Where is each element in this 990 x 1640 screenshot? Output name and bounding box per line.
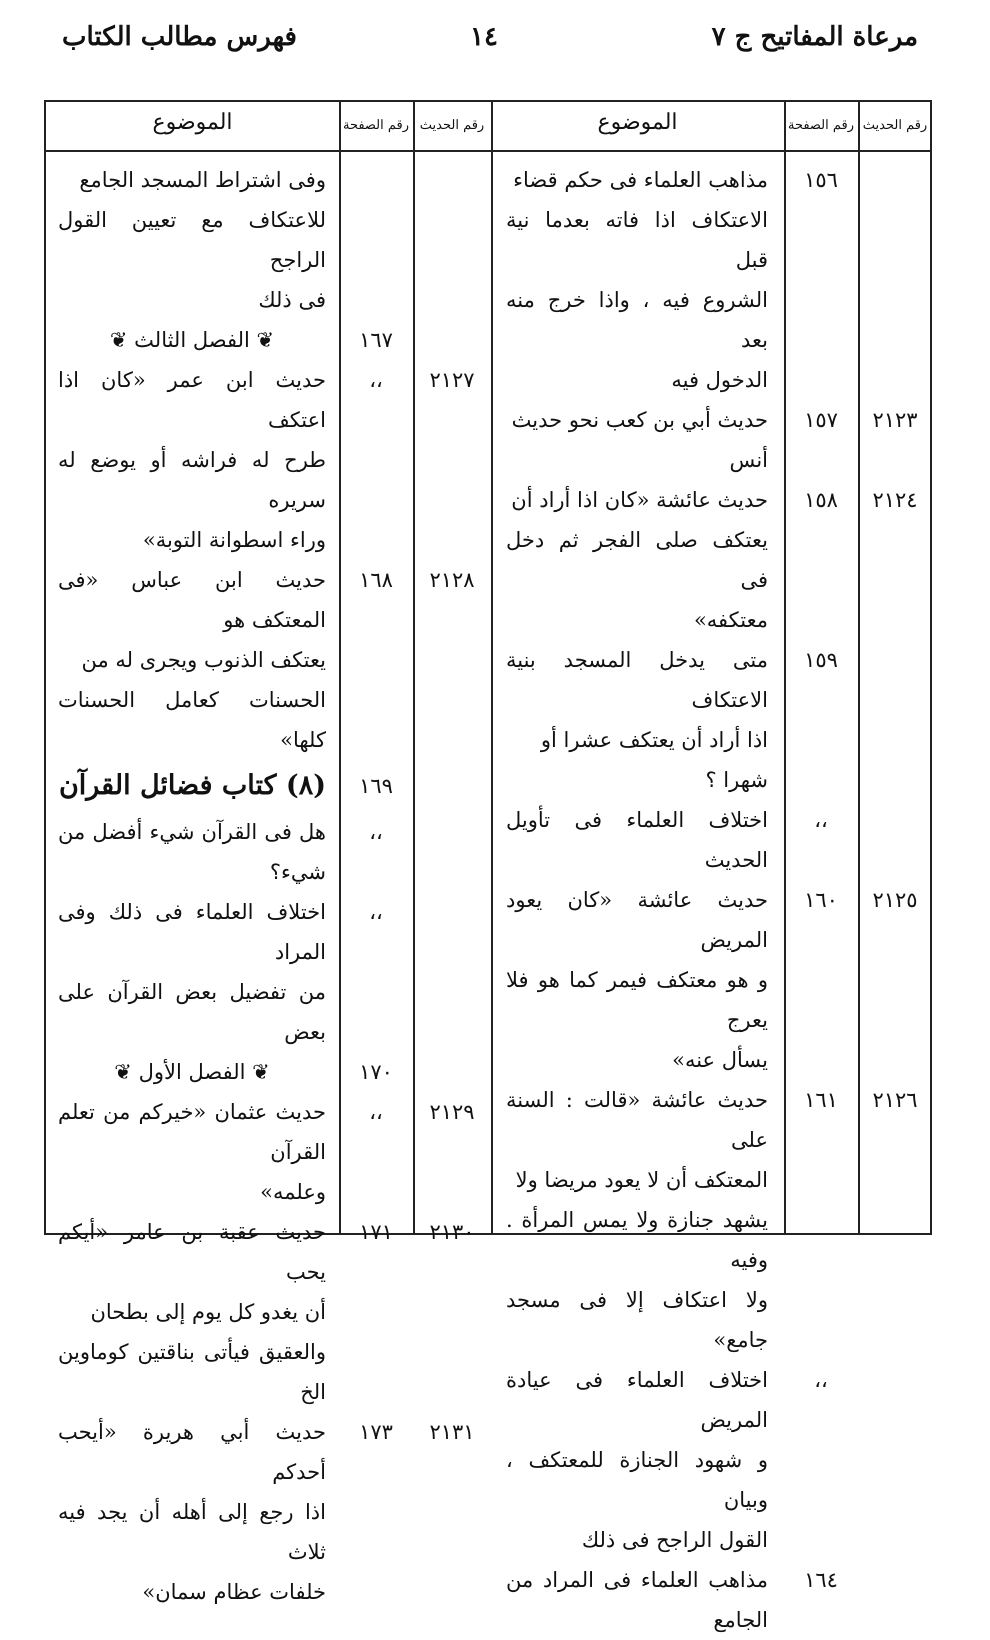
topic-entry xyxy=(506,480,768,640)
page-number-cell: ١٦٨ xyxy=(359,568,393,592)
column-divider xyxy=(413,102,415,1233)
topic-line: معتكفه» xyxy=(693,608,768,632)
page-number-cell: ١٥٧ xyxy=(804,408,838,432)
topic-line: الدخول فيه xyxy=(671,368,768,392)
topic-entry xyxy=(506,400,768,480)
topic-line: حديث عائشة «كان اذا أراد أن xyxy=(511,488,768,512)
page-number-cell: ،، xyxy=(814,808,828,832)
page-number-cell: ١٧٠ xyxy=(359,1060,393,1084)
page-number-cell: ،، xyxy=(369,368,383,392)
topic-line: وعلمه» xyxy=(260,1180,326,1204)
column-divider xyxy=(858,102,860,1233)
index-title: فهرس مطالب الكتاب xyxy=(62,22,297,52)
topic-line: مذاهب العلماء فى المراد من الجامع xyxy=(506,1568,768,1632)
hadith-number: ٢١٢٨ xyxy=(429,568,475,592)
page-number-cell: ١٧٣ xyxy=(359,1420,393,1444)
topic-line: ❦ الفصل الأول ❦ xyxy=(114,1060,270,1084)
topic-entry xyxy=(506,640,768,800)
book-title: مرعاة المفاتيح ج ٧ xyxy=(711,22,918,52)
topic-entry xyxy=(506,1560,768,1640)
page-number-cell: ،، xyxy=(814,1368,828,1392)
header-divider xyxy=(46,150,930,152)
header-page-number-left: رقم الصفحة xyxy=(342,118,410,133)
header-topic-right: الموضوع xyxy=(597,110,678,135)
topic-entry xyxy=(506,1080,768,1360)
topic-line: و هو معتكف فيمر كما هو فلا يعرج xyxy=(506,968,768,1032)
topic-line: حديث ابن عباس «فى المعتكف هو xyxy=(58,568,326,632)
hadith-number: ٢١٢٣ xyxy=(872,408,918,432)
topic-line: اختلاف العلماء فى تأويل الحديث xyxy=(506,808,768,872)
hadith-number: ٢١٢٧ xyxy=(429,368,475,392)
header-topic-left: الموضوع xyxy=(152,110,233,135)
book-heading xyxy=(58,760,326,812)
right-topic-column xyxy=(506,160,768,1640)
column-divider xyxy=(491,102,493,1233)
topic-line: يسأل عنه» xyxy=(672,1048,768,1072)
section-heading xyxy=(58,320,326,360)
header-page-number-right: رقم الصفحة xyxy=(787,118,855,133)
topic-line: الاعتكاف اذا فاته بعدما نية قبل xyxy=(506,208,768,272)
topic-line: يشهد جنازة ولا يمس المرأة . وفيه xyxy=(506,1208,768,1272)
topic-line: حديث عائشة «كان يعود المريض xyxy=(506,888,768,952)
topic-line: حديث عقبة بن عامر «أيكم يحب xyxy=(58,1220,326,1284)
topic-line: للاعتكاف مع تعيين القول الراجح xyxy=(58,208,326,272)
page-number-cell: ،، xyxy=(369,1100,383,1124)
topic-line: و شهود الجنازة للمعتكف ، وبيان xyxy=(506,1448,768,1512)
topic-entry xyxy=(506,160,768,400)
topic-line: يعتكف صلى الفجر ثم دخل فى xyxy=(506,528,768,592)
page-number: ١٤ xyxy=(470,22,498,52)
page-number-cell: ١٦٩ xyxy=(359,774,393,798)
hadith-number: ٢١٢٩ xyxy=(429,1100,475,1124)
topic-entry xyxy=(58,812,326,892)
topic-line: يعتكف الذنوب ويجرى له من xyxy=(81,648,326,672)
hadith-number: ٢١٢٦ xyxy=(872,1088,918,1112)
topic-line: الحسنات كعامل الحسنات كلها» xyxy=(58,688,326,752)
topic-line: أنس xyxy=(729,448,768,472)
hadith-number: ٢١٢٥ xyxy=(872,888,918,912)
topic-line: أن يغدو كل يوم إلى بطحان xyxy=(90,1300,326,1324)
topic-line: (٨) كتاب فضائل القرآن xyxy=(58,770,326,801)
topic-line: والعقيق فيأتى بناقتين كوماوين الخ xyxy=(58,1340,326,1404)
topic-line: اختلاف العلماء فى عيادة المريض xyxy=(506,1368,768,1432)
topic-entry xyxy=(58,560,326,760)
page-number-cell: ،، xyxy=(369,900,383,924)
hadith-number: ٢١٢٤ xyxy=(872,488,918,512)
page-number-cell: ١٥٩ xyxy=(804,648,838,672)
topic-entry xyxy=(506,880,768,1080)
page-number-cell: ١٥٨ xyxy=(804,488,838,512)
topic-line: شهرا ؟ xyxy=(705,768,768,792)
topic-line: اذا أراد أن يعتكف عشرا أو xyxy=(540,728,768,752)
left-topic-column xyxy=(58,160,326,1612)
topic-line: من تفضيل بعض القرآن على بعض xyxy=(58,980,326,1044)
topic-line: فى ذلك xyxy=(258,288,326,312)
topic-line: حديث عائشة «قالت : السنة على xyxy=(506,1088,768,1152)
topic-line: هل فى القرآن شيء أفضل من شيء؟ xyxy=(58,820,326,884)
topic-entry xyxy=(58,1412,326,1612)
topic-entry xyxy=(506,1360,768,1560)
topic-entry xyxy=(58,1092,326,1212)
topic-line: حديث ابن عمر «كان اذا اعتكف xyxy=(58,368,326,432)
topic-line: اختلاف العلماء فى ذلك وفى المراد xyxy=(58,900,326,964)
topic-line: القول الراجح فى ذلك xyxy=(581,1528,768,1552)
topic-line: وفى اشتراط المسجد الجامع xyxy=(79,168,326,192)
topic-line: مذاهب العلماء فى حكم قضاء xyxy=(513,168,768,192)
topic-entry xyxy=(58,1212,326,1412)
index-table xyxy=(44,100,932,1632)
topic-line: وراء اسطوانة التوبة» xyxy=(142,528,326,552)
topic-entry xyxy=(506,800,768,880)
topic-line: طرح له فراشه أو يوضع له سريره xyxy=(58,448,326,512)
topic-line: اذا رجع إلى أهله أن يجد فيه ثلاث xyxy=(58,1500,326,1564)
topic-line: حديث أبي هريرة «أيحب أحدكم xyxy=(58,1420,326,1484)
topic-line: ولا اعتكاف إلا فى مسجد جامع» xyxy=(506,1288,768,1352)
page-number-cell: ١٦٤ xyxy=(804,1568,838,1592)
page-number-cell: ١٦٧ xyxy=(359,328,393,352)
page-number-cell: ١٦٠ xyxy=(804,888,838,912)
topic-line: المعتكف أن لا يعود مريضا ولا xyxy=(515,1168,768,1192)
hadith-number: ٢١٣١ xyxy=(429,1420,475,1444)
topic-entry xyxy=(58,892,326,1052)
topic-line: متى يدخل المسجد بنية الاعتكاف xyxy=(506,648,768,712)
section-heading xyxy=(58,1052,326,1092)
page-number-cell: ،، xyxy=(369,820,383,844)
hadith-number: ٢١٣٠ xyxy=(429,1220,475,1244)
topic-line: حديث عثمان «خيركم من تعلم القرآن xyxy=(58,1100,326,1164)
topic-line: حديث أبي بن كعب نحو حديث xyxy=(511,408,768,432)
topic-line: خلفات عظام سمان» xyxy=(142,1580,326,1604)
topic-line: ❦ الفصل الثالث ❦ xyxy=(109,328,275,352)
page-number-cell: ١٧١ xyxy=(359,1220,393,1244)
page-number-cell: ١٦١ xyxy=(804,1088,838,1112)
header-hadith-number-right: رقم الحديث xyxy=(862,118,928,133)
header-hadith-number-left: رقم الحديث xyxy=(419,118,485,133)
topic-entry xyxy=(58,360,326,560)
page-number-cell: ١٥٦ xyxy=(804,168,838,192)
topic-line: الشروع فيه ، واذا خرج منه بعد xyxy=(506,288,768,352)
topic-entry xyxy=(58,160,326,320)
